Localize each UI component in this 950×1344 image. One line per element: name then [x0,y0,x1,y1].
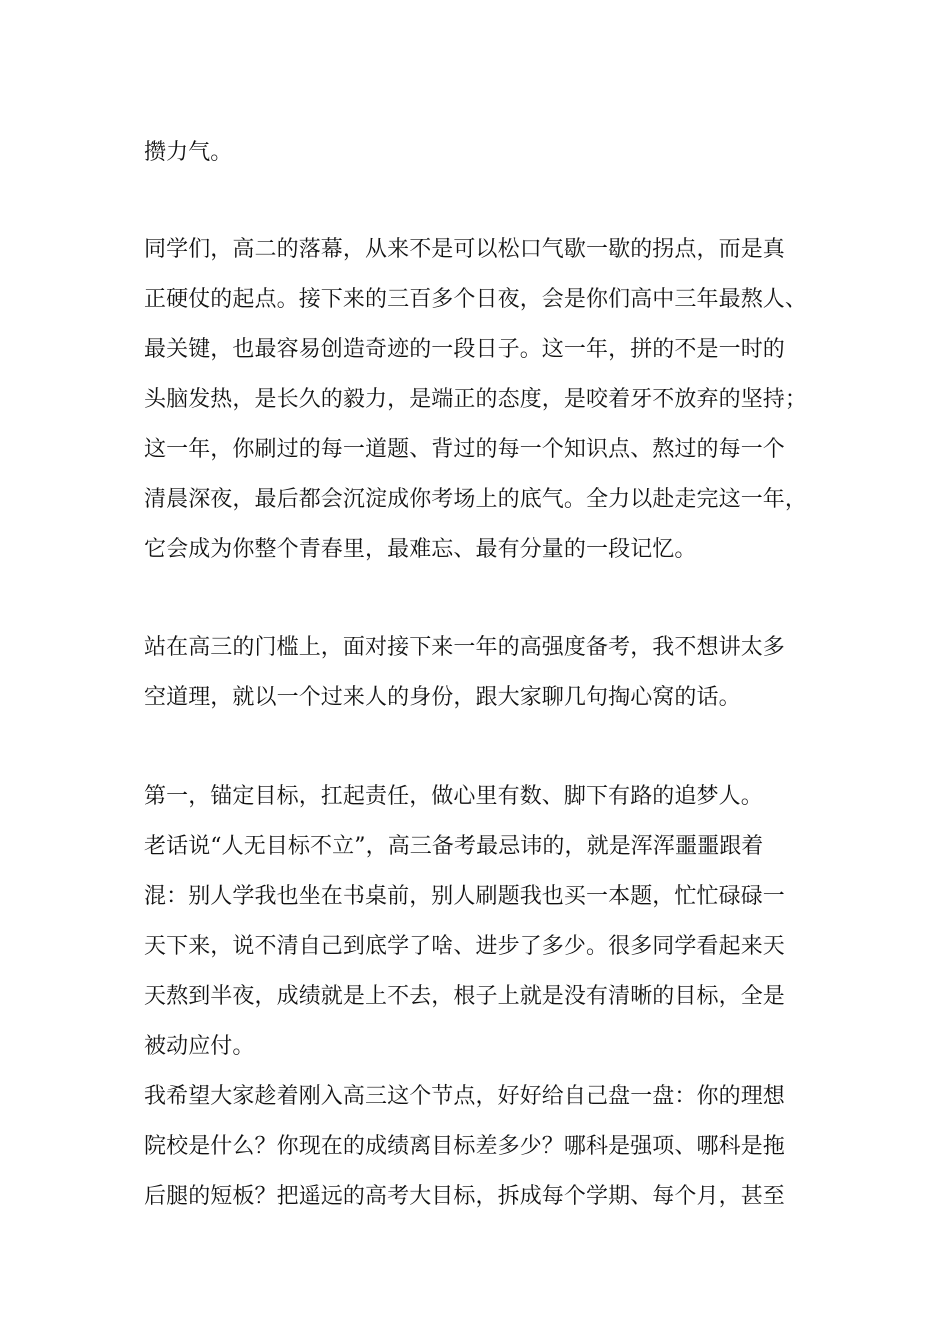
text-line: 最关键，也最容易创造奇迹的一段日子。这一年，拼的不是一时的 [144,337,785,362]
text-line: 正硬仗的起点。接下来的三百多个日夜，会是你们高中三年最熬人、 [144,287,808,312]
text-line: 站在高三的门槛上，面对接下来一年的高强度备考，我不想讲太多 [144,635,785,660]
text-line: 同学们，高二的落幕，从来不是可以松口气歇一歇的拐点，而是真 [144,237,785,262]
text-line: 天下来，说不清自己到底学了啥、进步了多少。很多同学看起来天 [144,934,785,959]
text-line: 它会成为你整个青春里，最难忘、最有分量的一段记忆。 [144,537,697,562]
text-line: 混：别人学我也坐在书桌前，别人刷题我也买一本题，忙忙碌碌一 [144,884,785,909]
text-line: 攒力气。 [144,140,233,165]
text-line: 老话说“人无目标不立”，高三备考最忌讳的，就是浑浑噩噩跟着 [144,834,764,859]
text-line: 空道理，就以一个过来人的身份，跟大家聊几句掏心窝的话。 [144,685,741,710]
text-line: 我希望大家趁着刚入高三这个节点，好好给自己盘一盘：你的理想 [144,1084,785,1109]
text-line: 头脑发热，是长久的毅力，是端正的态度，是咬着牙不放弃的坚持； [144,387,808,412]
text-line: 被动应付。 [144,1034,255,1059]
text-line: 后腿的短板？把遥远的高考大目标，拆成每个学期、每个月，甚至 [144,1184,785,1209]
text-line: 这一年，你刷过的每一道题、背过的每一个知识点、熬过的每一个 [144,437,785,462]
text-line: 天熬到半夜，成绩就是上不去，根子上就是没有清晰的目标，全是 [144,984,785,1009]
section-heading: 第一，锚定目标，扛起责任，做心里有数、脚下有路的追梦人。 [144,784,763,809]
text-line: 院校是什么？你现在的成绩离目标差多少？哪科是强项、哪科是拖 [144,1134,785,1159]
text-line: 清晨深夜，最后都会沉淀成你考场上的底气。全力以赴走完这一年， [144,487,808,512]
